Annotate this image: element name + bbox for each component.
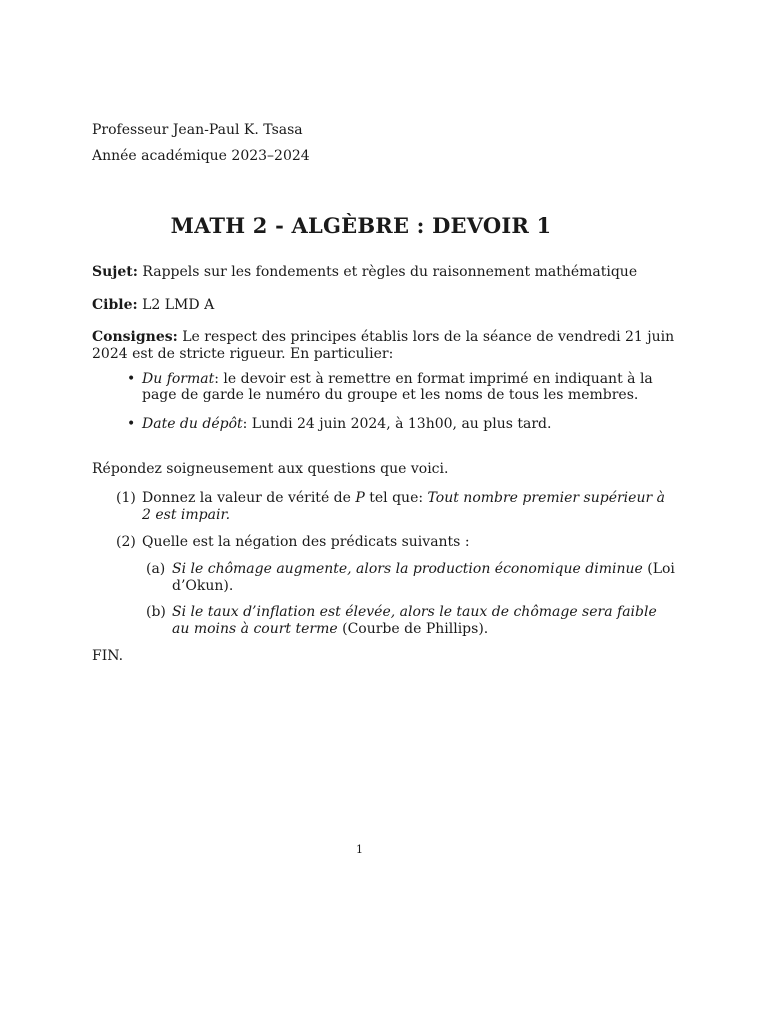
subquestion-a-line-1	[172, 560, 675, 578]
question-1-statement-1: Tout nombre premier supérieur à	[427, 490, 665, 506]
subquestion-b-line-2	[172, 620, 488, 638]
bullet-format-label: Du format	[142, 371, 215, 387]
subquestion-a-number: (a)	[146, 561, 166, 577]
professor-name: Professeur Jean-Paul K. Tsasa	[92, 122, 303, 138]
bullet-date-text: : Lundi 24 juin 2024, à 13h00, au plus tard.	[242, 416, 552, 432]
question-1-statement-2: 2 est impair.	[142, 507, 231, 523]
sujet-text: Rappels sur les fondements et règles du raisonnement mathématique	[142, 264, 638, 280]
subquestion-a-line-2: d’Okun).	[172, 578, 234, 594]
question-1-prefix: Donnez la valeur de vérité de	[142, 490, 356, 506]
sujet-label: Sujet:	[92, 264, 138, 280]
bullet-format-text: : le devoir est à remettre en format imprimé en indiquant à la	[214, 371, 653, 387]
subquestion-b-line-1: Si le taux d’inflation est élevée, alors le taux de chômage sera faible	[172, 604, 657, 620]
bullet-dot: •	[127, 371, 136, 387]
consignes-text-1: Le respect des principes établis lors de la séance de vendredi 21 juin	[182, 329, 675, 345]
bullet-date-label: Date du dépôt	[142, 416, 243, 432]
subquestion-a-statement: Si le chômage augmente, alors la production économique diminue	[172, 561, 643, 577]
cible-line	[92, 296, 214, 314]
subquestion-b-statement-2: au moins à court terme	[172, 621, 338, 637]
sujet-line	[92, 263, 637, 281]
cible-text: L2 LMD A	[142, 297, 215, 313]
page-number: 1	[356, 843, 363, 856]
subquestion-b-number: (b)	[146, 604, 166, 620]
bullet-format-line-2: page de garde le numéro du groupe et les noms de tous les membres.	[142, 387, 639, 403]
consignes-label: Consignes:	[92, 329, 178, 345]
question-1-mid: tel que:	[364, 490, 428, 506]
consignes-line-1	[92, 328, 674, 346]
questions-intro: Répondez soigneusement aux questions que voici.	[92, 461, 449, 477]
question-1-variable: P	[355, 490, 365, 506]
subquestion-a-rest: (Loi	[642, 561, 675, 577]
bullet-dot: •	[127, 416, 136, 432]
question-2-text: Quelle est la négation des prédicats suivants :	[142, 534, 470, 550]
cible-label: Cible:	[92, 297, 138, 313]
academic-year: Année académique 2023–2024	[92, 148, 310, 164]
subquestion-b-rest: (Courbe de Phillips).	[337, 621, 489, 637]
document-title: MATH 2 - ALGÈBRE : DEVOIR 1	[170, 213, 552, 238]
bullet-date-line	[142, 415, 551, 433]
end-marker: FIN.	[92, 648, 124, 664]
question-2-number: (2)	[116, 534, 136, 550]
consignes-line-2: 2024 est de stricte rigueur. En particulier:	[92, 346, 394, 362]
question-1-line-1	[142, 489, 665, 507]
question-1-number: (1)	[116, 490, 136, 506]
